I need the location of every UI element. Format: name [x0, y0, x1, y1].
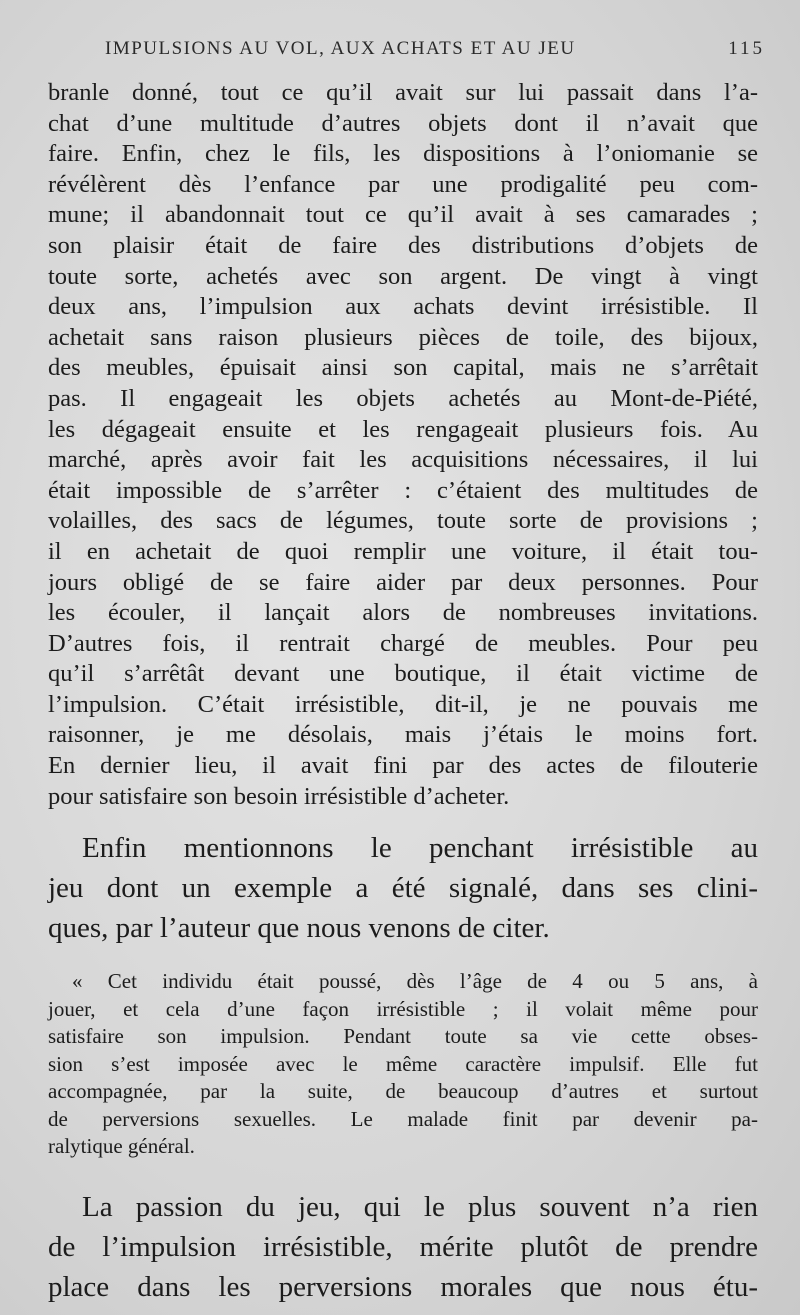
- text-line: En dernier lieu, il avait fini par des actes de filouterie: [48, 752, 758, 780]
- text-line: les écouler, il lançait alors de nombreuses invitations.: [48, 599, 758, 627]
- text-line: Enfin mentionnons le penchant irrésistible au: [82, 832, 758, 865]
- text-line: jours obligé de se faire aider par deux personnes. Pour: [48, 568, 758, 596]
- running-head-title: IMPULSIONS AU VOL, AUX ACHATS ET AU JEU: [105, 38, 576, 59]
- quoted-case: [48, 968, 758, 1161]
- text-line: pour satisfaire son besoin irrésistible d’acheter.: [48, 782, 510, 810]
- text-line: achetait sans raison plusieurs pièces de toile, des bijoux,: [48, 323, 758, 351]
- paragraph-gambling-intro: [48, 828, 758, 948]
- text-line: accompagnée, par la suite, de beaucoup d’autres et surtout: [48, 1079, 758, 1104]
- text-line: volailles, des sacs de légumes, toute sorte de provisions ;: [48, 507, 758, 535]
- text-line: son plaisir était de faire des distributions d’objets de: [48, 231, 758, 259]
- text-line: D’autres fois, il rentrait chargé de meubles. Pour peu: [48, 629, 758, 657]
- text-line: mune; il abandonnait tout ce qu’il avait à ses camarades ;: [48, 201, 758, 229]
- text-line: l’impulsion. C’était irrésistible, dit-il, je ne pouvais me: [48, 690, 758, 718]
- text-line: il en achetait de quoi remplir une voiture, il était tou-: [48, 537, 758, 565]
- text-line: des meubles, épuisait ainsi son capital, mais ne s’arrêtait: [48, 354, 758, 382]
- running-head: [105, 38, 765, 66]
- text-line: révélèrent dès l’enfance par une prodigalité peu com-: [48, 170, 758, 198]
- text-line: marché, après avoir fait les acquisitions nécessaires, il lui: [48, 446, 758, 474]
- text-line: La passion du jeu, qui le plus souvent n’a rien: [82, 1190, 758, 1223]
- text-line: chat d’une multitude d’autres objets dont il n’avait que: [48, 109, 758, 137]
- text-line: « Cet individu était poussé, dès l’âge de 4 ou 5 ans, à: [72, 969, 758, 994]
- paragraph-gambling-passion: [48, 1187, 758, 1307]
- text-line: ralytique général.: [48, 1134, 195, 1159]
- text-line: était impossible de s’arrêter : c’étaient des multitudes de: [48, 476, 758, 504]
- text-line: qu’il s’arrêtât devant une boutique, il était victime de: [48, 660, 758, 688]
- text-line: ques, par l’auteur que nous venons de citer.: [48, 912, 550, 945]
- text-line: satisfaire son impulsion. Pendant toute sa vie cette obses-: [48, 1024, 758, 1049]
- body-text: [48, 78, 758, 1307]
- text-line: faire. Enfin, chez le fils, les dispositions à l’oniomanie se: [48, 140, 758, 168]
- text-line: de perversions sexuelles. Le malade finit par devenir pa-: [48, 1106, 758, 1131]
- text-line: raisonner, je me désolais, mais j’étais le moins fort.: [48, 721, 758, 749]
- paragraph-oniomanie-case: [48, 78, 758, 812]
- text-line: branle donné, tout ce qu’il avait sur lui passait dans l’a-: [48, 79, 758, 106]
- text-line: de l’impulsion irrésistible, mérite plutôt de prendre: [48, 1230, 758, 1263]
- text-line: place dans les perversions morales que nous étu-: [48, 1270, 758, 1303]
- text-line: pas. Il engageait les objets achetés au Mont-de-Piété,: [48, 384, 758, 412]
- text-line: sion s’est imposée avec le même caractère impulsif. Elle fut: [48, 1051, 758, 1076]
- text-line: toute sorte, achetés avec son argent. De vingt à vingt: [48, 262, 758, 290]
- text-line: les dégageait ensuite et les rengageait plusieurs fois. Au: [48, 415, 758, 443]
- text-line: deux ans, l’impulsion aux achats devint irrésistible. Il: [48, 293, 758, 321]
- text-line: jouer, et cela d’une façon irrésistible ; il volait même pour: [48, 996, 758, 1021]
- page-number: 115: [728, 38, 765, 59]
- text-line: jeu dont un exemple a été signalé, dans ses clini-: [48, 872, 758, 905]
